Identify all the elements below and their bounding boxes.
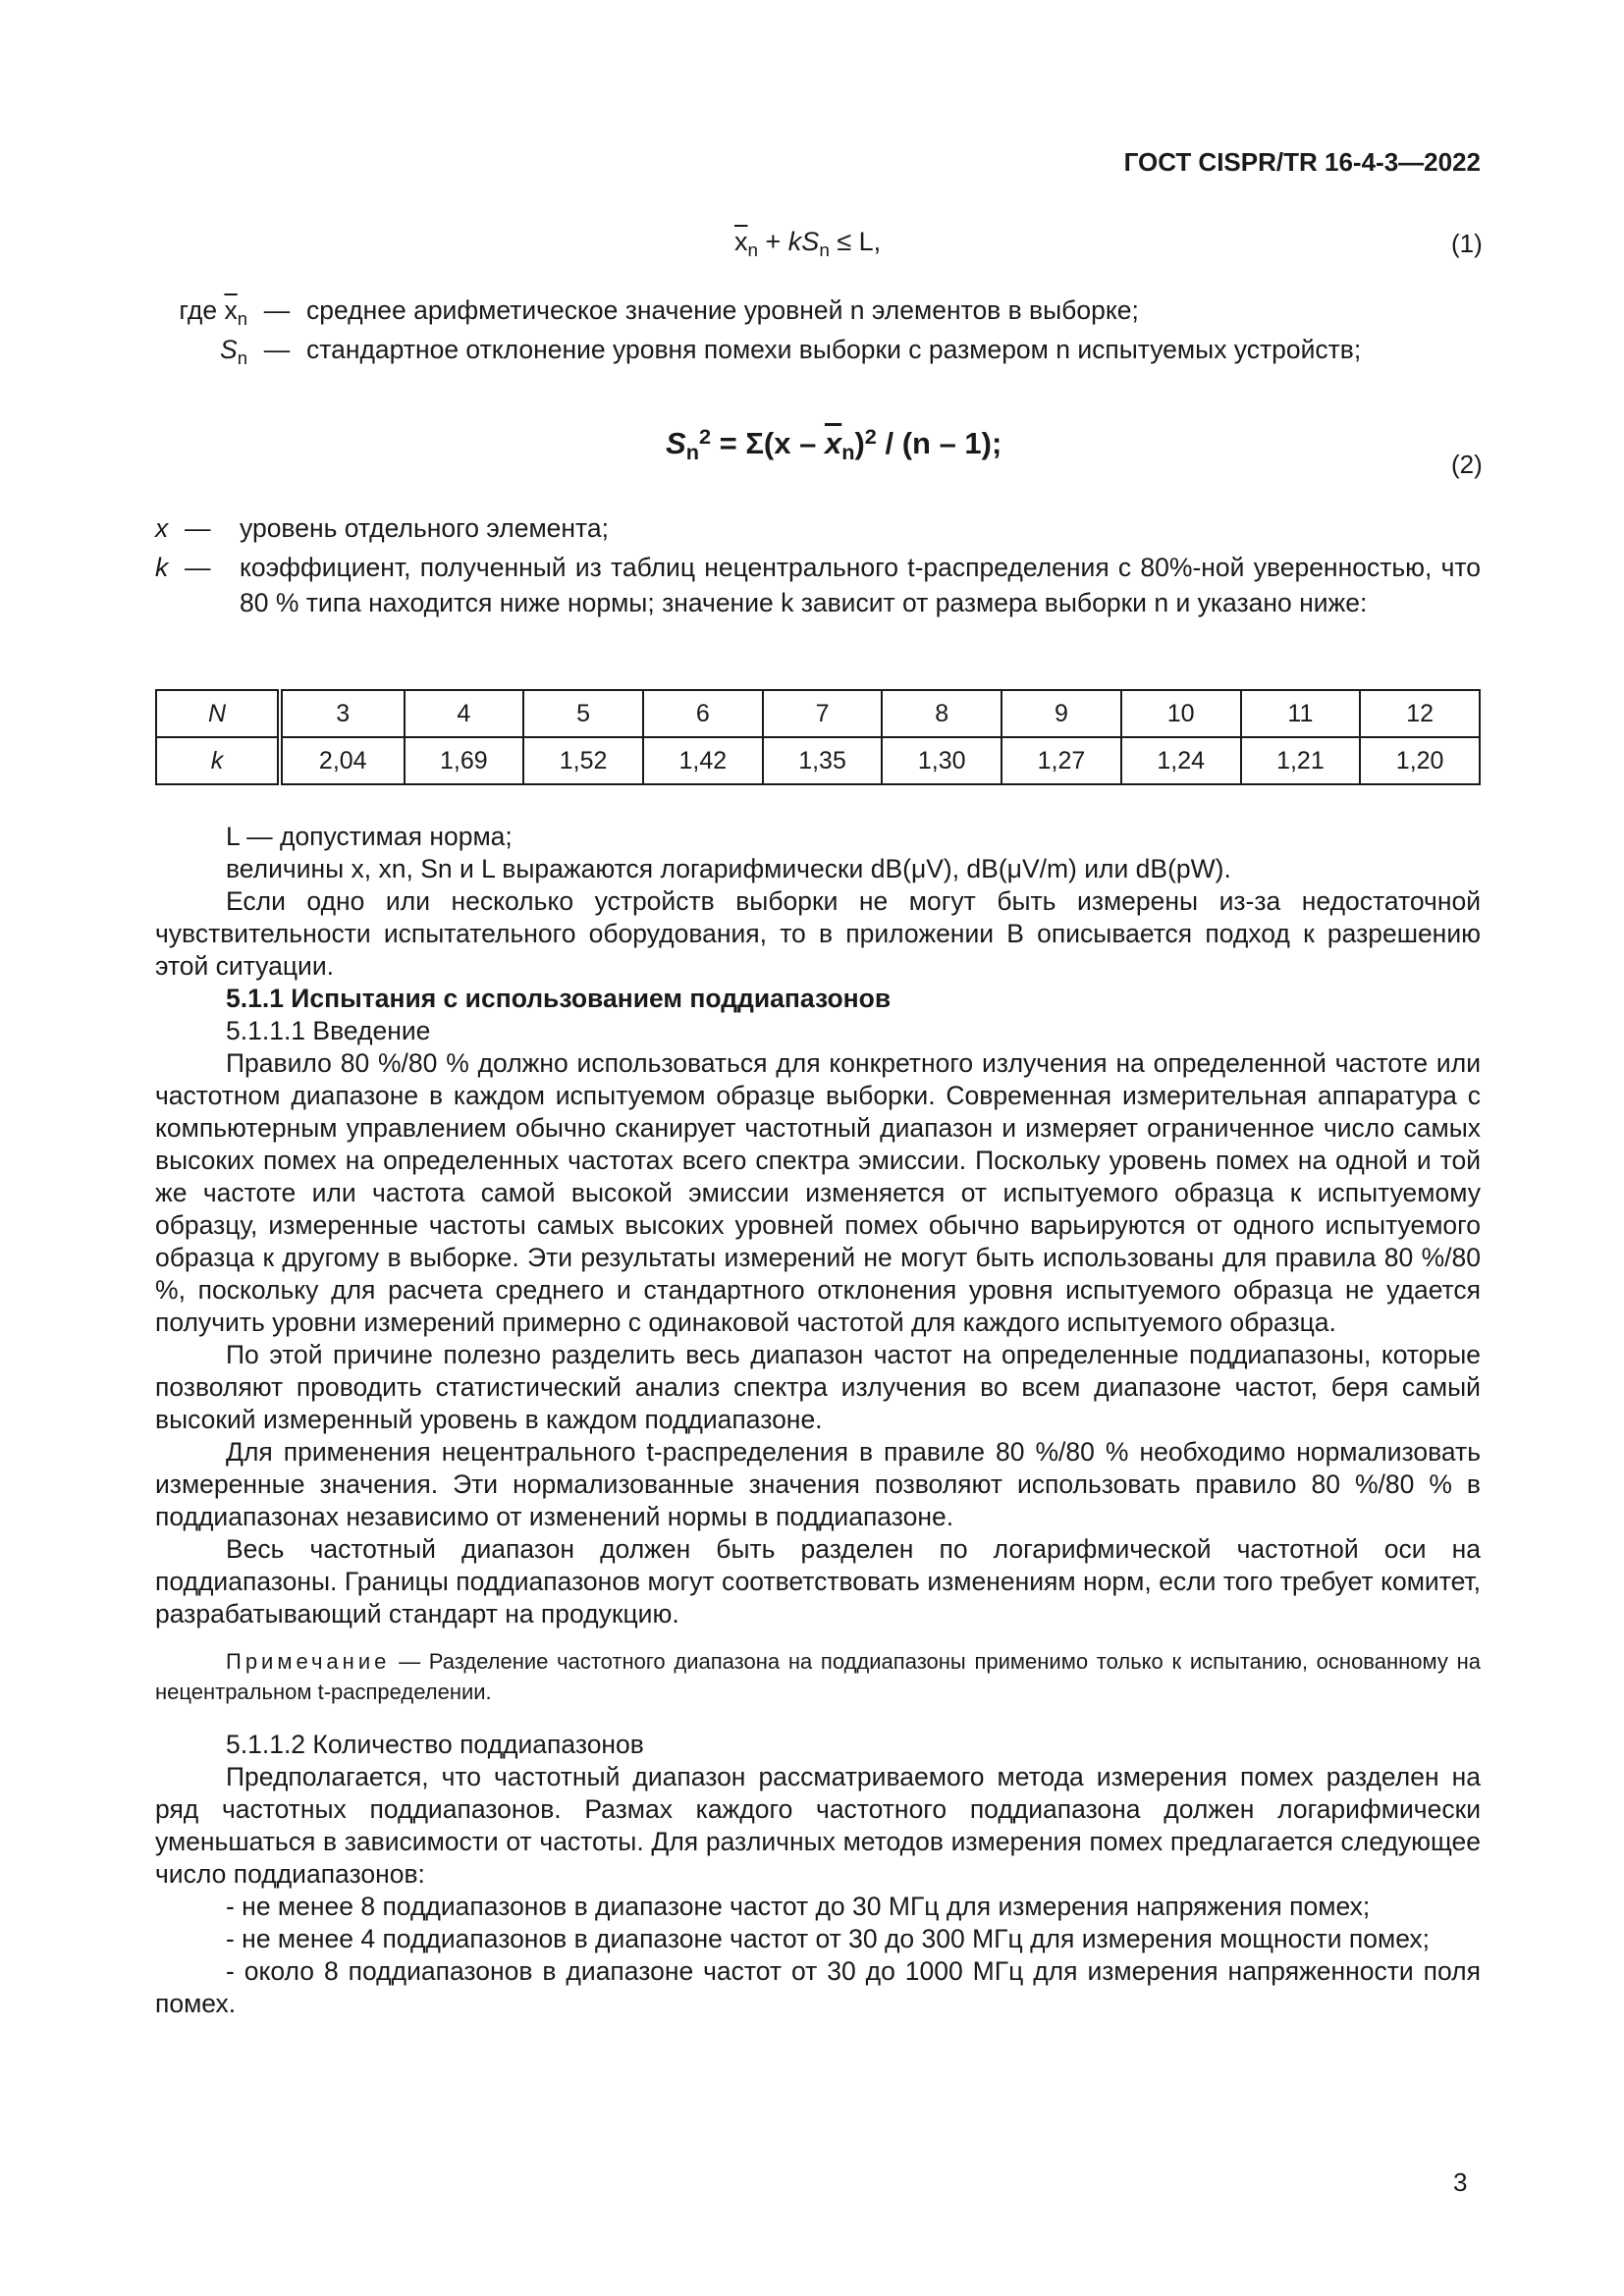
table-cell: 10	[1121, 690, 1241, 737]
k-coefficient-table	[155, 689, 1481, 785]
table-cell: 1,20	[1360, 737, 1480, 784]
table-cell: 6	[643, 690, 763, 737]
table-cell: 5	[523, 690, 643, 737]
page-number: 3	[1453, 2167, 1468, 2197]
definition-row: x — уровень отдельного элемента;	[155, 513, 609, 543]
paragraph: Правило 80 %/80 % должно использоваться для конкретного излучения на определенной частоте или частотном диапазоне в каждом испытуемом образце выборки. Современная измерительная аппаратура с компьютерным управлением обычно сканирует частотный диапазон и измеряет ограниченное число самых высоких помех на определенных частотах всего спектра эмиссии. Поскольку уровень помех на одной и той же частоте или частота самой высокой эмиссии изменяется от испытуемого образца к испытуемому образцу, измеренные частоты самых высоких уровней помех обычно варьируются от одного испытуемого образца к другому в выборке. Эти результаты измерений не могут быть использованы для правила 80 %/80 %, поскольку для расчета среднего и стандартного отклонения уровня испытуемого образца не удается получить уровни измерений примерно с одинаковой частотой для каждого испытуемого образца.	[155, 1048, 1481, 1337]
formula-2: $S_n^2 = \Sigma(x - \overline{x}_n)^2 / (n - 1)$;	[666, 424, 1002, 464]
table-cell: 1,30	[882, 737, 1001, 784]
table-cell: 3	[280, 690, 405, 737]
formula-1-number: (1)	[1451, 229, 1483, 258]
table-row	[156, 690, 1480, 737]
list-item: - не менее 8 поддиапазонов в диапазоне частот до 30 МГц для измерения напряжения помех;	[226, 1892, 1371, 1921]
paragraph: Предполагается, что частотный диапазон рассматриваемого метода измерения помех разделен на ряд частотных поддиапазонов. Размах каждого частотного поддиапазона должен логарифмически уменьшаться в зависимости от частоты. Для различных методов измерения помех предлагается следующее число поддиапазонов:	[155, 1762, 1481, 1889]
paragraph: По этой причине полезно разделить весь диапазон частот на определенные поддиапазоны, которые позволяют проводить статистический анализ спектра излучения во всем диапазоне частот, беря самый высокий измеренный уровень в каждом поддиапазоне.	[155, 1340, 1481, 1434]
table-cell: 1,69	[405, 737, 524, 784]
paragraph: Если одно или несколько устройств выборки не могут быть измерены из-за недостаточной чувствительности испытательного оборудования, то в приложении В описывается подход к разрешению этой ситуации.	[155, 886, 1481, 981]
table-cell: 1,52	[523, 737, 643, 784]
paragraph: L — допустимая норма;	[226, 822, 513, 851]
formula-1: $\overline{x}_n + kS_n \le L$,	[734, 227, 882, 261]
paragraph: Весь частотный диапазон должен быть разделен по логарифмической частотной оси на поддиапазоны. Границы поддиапазонов могут соответствовать изменениям норм, если того требует комитет, разрабатывающий стандарт на продукцию.	[155, 1534, 1481, 1629]
section-heading: 5.1.1 Испытания с использованием поддиапазонов	[226, 984, 892, 1013]
formula-2-number: (2)	[1451, 450, 1483, 479]
subsection-heading: 5.1.1.2 Количество поддиапазонов	[226, 1730, 644, 1759]
definition-row: где $\overline{x}_n$ — среднее арифметическое значение уровней n элементов в выборке;	[179, 295, 1139, 329]
table-header-cell: N	[156, 690, 280, 737]
definition-row: k — коэффициент, полученный из таблиц нецентрального t-распределения с 80%-ной уверенностью, что 80 % типа находится ниже нормы; значение k зависит от размера выборки n и указано ниже:	[155, 553, 1481, 617]
subsection-heading: 5.1.1.1 Введение	[226, 1016, 431, 1045]
table-cell: 4	[405, 690, 524, 737]
table-cell: 1,27	[1001, 737, 1121, 784]
table-cell: 1,24	[1121, 737, 1241, 784]
list-item: - около 8 поддиапазонов в диапазоне частот от 30 до 1000 МГц для измерения напряженности поля помех.	[155, 1956, 1481, 2018]
table-cell: 12	[1360, 690, 1480, 737]
body-text	[155, 821, 1481, 2020]
table-cell: 11	[1241, 690, 1361, 737]
table-cell: 2,04	[280, 737, 405, 784]
table-header-cell: k	[156, 737, 280, 784]
table-cell: 1,35	[763, 737, 883, 784]
table-cell: 1,21	[1241, 737, 1361, 784]
definition-row: $S_n$ — стандартное отклонение уровня помехи выборки с размером n испытуемых устройств;	[220, 335, 1362, 368]
standard-code-header: ГОСТ CISPR/TR 16-4-3—2022	[1123, 147, 1481, 177]
table-cell: 1,42	[643, 737, 763, 784]
list-item: - не менее 4 поддиапазонов в диапазоне частот от 30 до 300 МГц для измерения мощности помех;	[226, 1924, 1431, 1953]
table-row	[156, 737, 1480, 784]
note: Примечание — Разделение частотного диапазона на поддиапазоны применимо только к испытанию, основанному на нецентральном t-распределении.	[155, 1649, 1481, 1704]
table-cell: 8	[882, 690, 1001, 737]
table-cell: 7	[763, 690, 883, 737]
paragraph: величины x, xn, Sn и L выражаются логарифмически dB(μV), dB(μV/m) или dB(pW).	[226, 854, 1231, 883]
paragraph: Для применения нецентрального t-распределения в правиле 80 %/80 % необходимо нормализовать измеренные значения. Эти нормализованные значения позволяют использовать правило 80 %/80 % в поддиапазонах независимо от изменений нормы в поддиапазоне.	[155, 1437, 1481, 1531]
table-cell: 9	[1001, 690, 1121, 737]
